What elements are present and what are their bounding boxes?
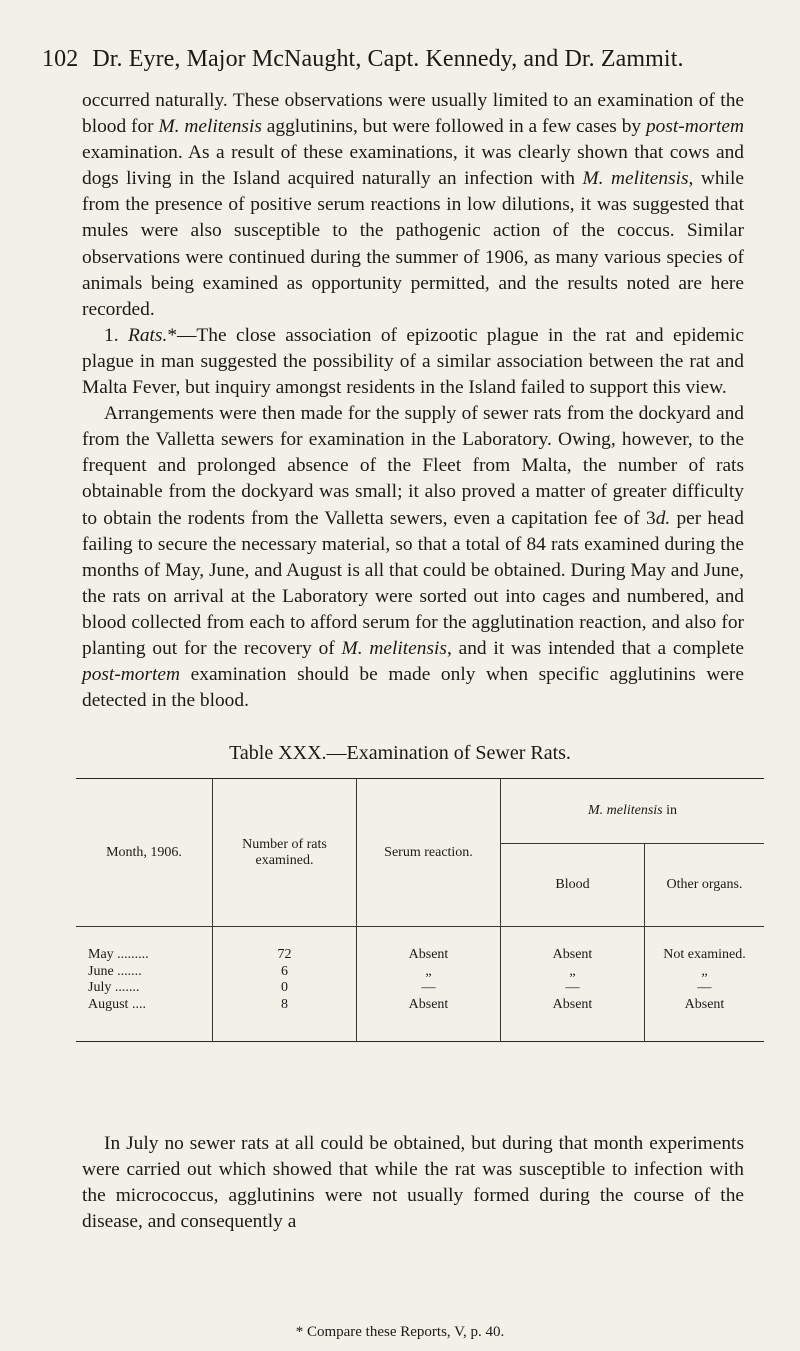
paragraph-4-text: In July no sewer rats at all could be obtained, but during that month experiments were carried out which showed that while the rat was susceptible to infection with the micrococcus, agglutinins were not usually formed during the course of the disease, and consequently a: [82, 1133, 744, 1233]
header-melitensis: [501, 779, 765, 844]
header-number: Number of rats examined.: [213, 779, 357, 927]
paragraph-1: [82, 88, 744, 323]
number-cell: 72: [213, 927, 357, 964]
header-other-organs: Other organs.: [666, 877, 743, 892]
serum-cell: —: [357, 980, 501, 997]
month-cell: August ....: [76, 997, 213, 1042]
header-blood: Blood: [501, 844, 645, 927]
paragraph-arrangements: [82, 401, 744, 714]
blood-cell: Absent: [501, 927, 645, 964]
footnote: * Compare these Reports, V, p. 40.: [295, 1324, 505, 1340]
table-row: [76, 997, 764, 1042]
table-body: [76, 927, 764, 1042]
serum-cell: Absent: [357, 997, 501, 1042]
other-organs-cell: Absent: [684, 996, 725, 1012]
paragraph-2-text: 1. Rats.*—The close association of epizootic plague in the rat and epidemic plague in man suggested the possibility of a similar association between the rat and Malta Fever, but inquiry amongst residents in the Island failed to support this view.: [82, 324, 745, 399]
other-organs-cell: Not examined.: [663, 947, 746, 962]
sewer-rats-table: [76, 778, 764, 1042]
number-cell: 0: [213, 980, 357, 997]
paragraph-july: [82, 1131, 744, 1235]
number-cell: 6: [213, 964, 357, 981]
serum-cell: Absent: [357, 927, 501, 964]
table-caption: Table XXX.—Examination of Sewer Rats.: [229, 742, 571, 764]
table-row: [76, 964, 764, 981]
month-cell: June .......: [76, 964, 213, 981]
page-number: 102: [42, 46, 79, 72]
month-cell: July .......: [76, 980, 213, 997]
month-cell: May .........: [76, 927, 213, 964]
paragraph-1-text: occurred naturally. These observations were usually limited to an examination of the blood for M. melitensis agglutinins, but were followed in a few cases by post-mortem examination. As a result of these examinations, it was clearly shown that cows and dogs living in the Island acquired naturally an infection with M. melitensis, while from the presence of positive serum reactions in low dilutions, it was suggested that mules were also susceptible to the pathogenic action of the coccus. Similar observations were continued during the summer of 1906, as many various species of animals being examined as opportunity permitted, and the results noted are here recorded.: [82, 90, 744, 320]
table-row: [76, 927, 764, 964]
other-organs-cell: „: [701, 963, 708, 979]
header-serum: Serum reaction.: [357, 779, 501, 927]
blood-cell: Absent: [501, 997, 645, 1042]
body-text: [82, 88, 744, 714]
running-header: [42, 46, 762, 73]
serum-cell: „: [357, 964, 501, 981]
paragraph-3-text: Arrangements were then made for the supply of sewer rats from the dockyard and from the Valletta sewers for examination in the Laboratory. Owing, however, to the frequent and prolonged absence of the Fleet from Malta, the number of rats obtainable from the dockyard was small; it also proved a matter of greater difficulty to obtain the rodents from the Valletta sewers, even a capitation fee of 3d. per head failing to secure the necessary material, so that a total of 84 rats examined during the months of May, June, and August is all that could be obtained. During May and June, the rats on arrival at the Laboratory were sorted out into cages and numbered, and blood collected from each to afford serum for the agglutination reaction, and also for planting out for the recovery of M. melitensis, and it was intended that a complete post-mortem examination should be made only when specific agglutinins were detected in the blood.: [82, 403, 745, 712]
blood-cell: —: [501, 980, 645, 997]
header-melitensis-in: in: [666, 803, 678, 818]
other-organs-cell: —: [697, 980, 712, 995]
paragraph-rats: [82, 323, 744, 401]
running-title: Dr. Eyre, Major McNaught, Capt. Kennedy, and Dr. Zammit.: [92, 46, 684, 72]
closing-text: [82, 1131, 744, 1235]
header-month: Month, 1906.: [76, 779, 213, 927]
header-melitensis-italic: M. melitensis: [587, 803, 663, 818]
blood-cell: „: [501, 964, 645, 981]
table-row: [76, 980, 764, 997]
number-cell: 8: [213, 997, 357, 1042]
